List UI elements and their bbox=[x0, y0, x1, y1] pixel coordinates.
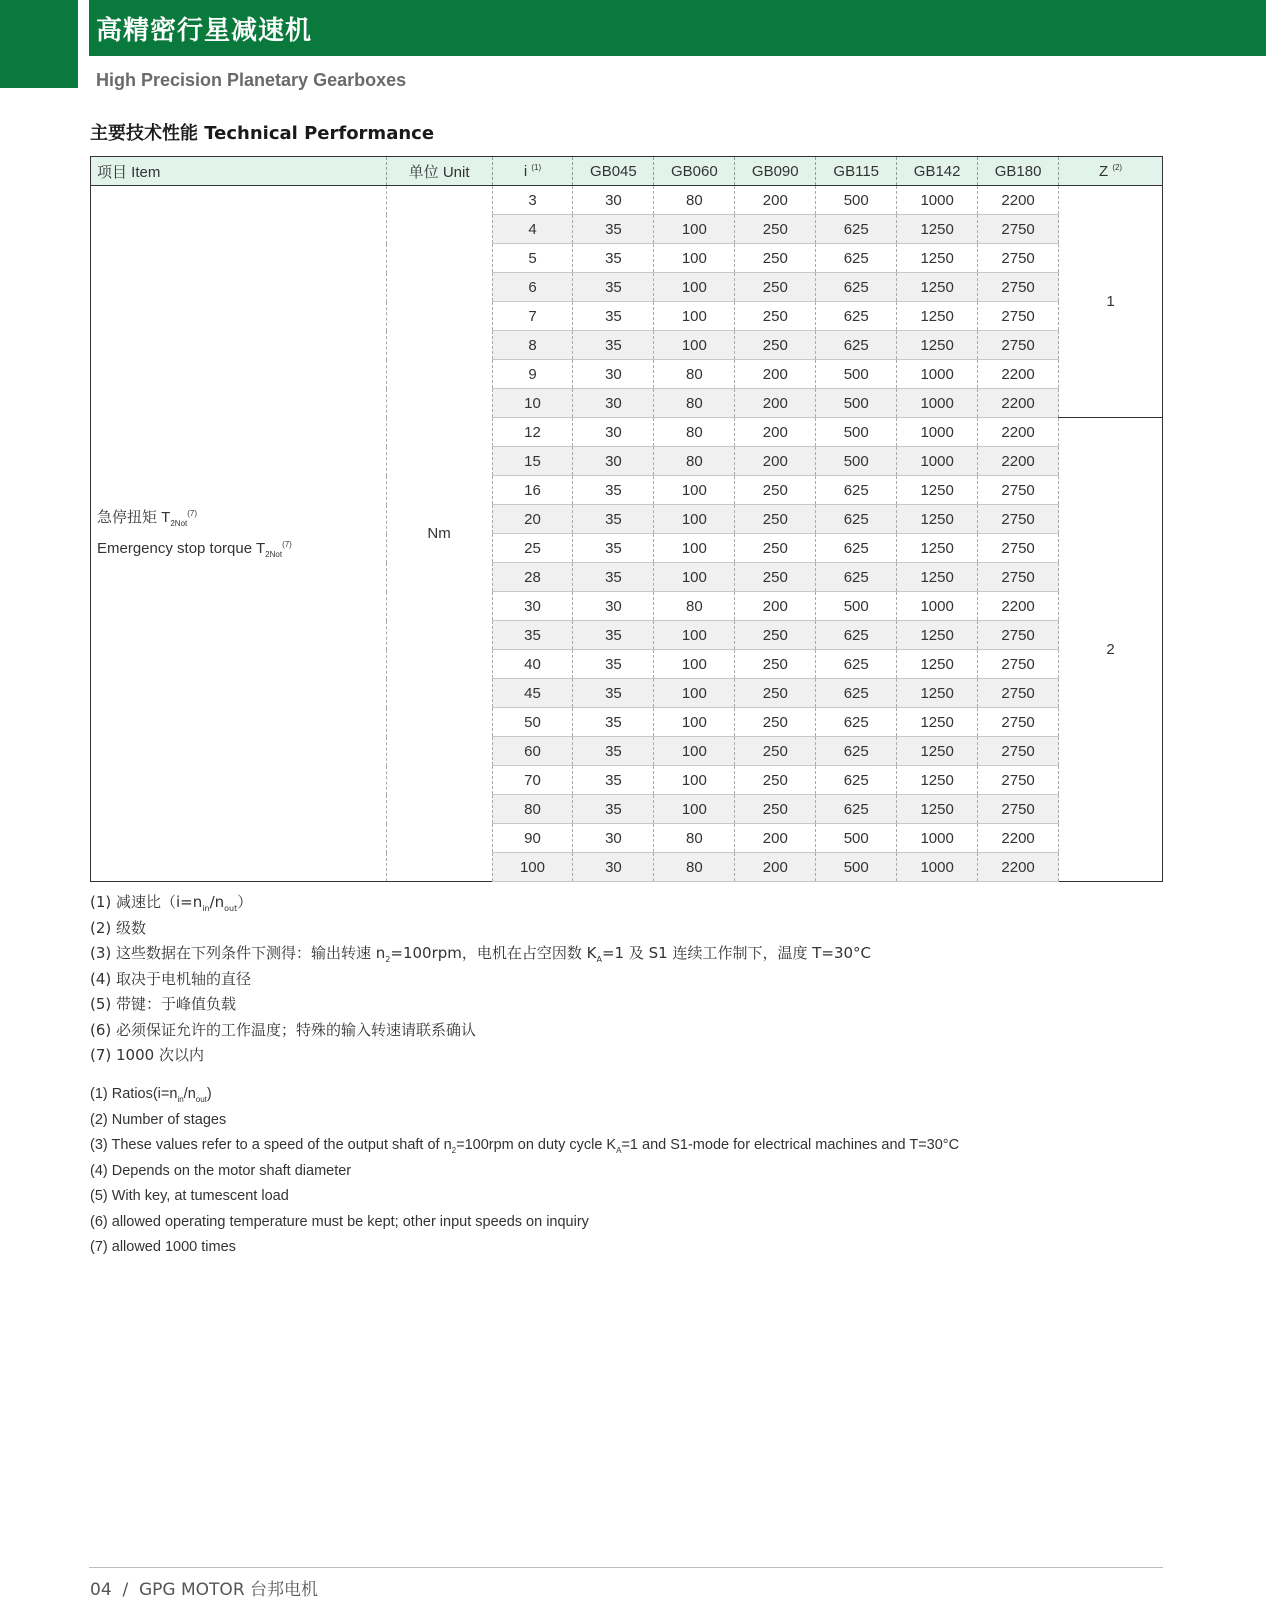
torque-cell: 35 bbox=[573, 708, 654, 737]
header-unit: 单位 Unit bbox=[386, 157, 492, 186]
page-title: 高精密行星减速机 bbox=[96, 16, 313, 46]
note-cn-5: (5) 带键：于峰值负载 bbox=[90, 995, 237, 1013]
torque-cell: 30 bbox=[573, 389, 654, 418]
torque-cell: 80 bbox=[654, 418, 735, 447]
torque-cell: 2750 bbox=[978, 679, 1059, 708]
torque-cell: 1000 bbox=[897, 447, 978, 476]
torque-cell: 1250 bbox=[897, 708, 978, 737]
torque-cell: 250 bbox=[735, 621, 816, 650]
torque-cell: 1250 bbox=[897, 766, 978, 795]
header-stages: Z $^{(2)}$ bbox=[1059, 157, 1163, 186]
torque-cell: 80 bbox=[654, 186, 735, 215]
torque-cell: 250 bbox=[735, 679, 816, 708]
torque-cell: 2750 bbox=[978, 563, 1059, 592]
torque-cell: 2750 bbox=[978, 331, 1059, 360]
note-cn-1: (1) 减速比$(i=n_{in}/n_{out})$ bbox=[90, 893, 253, 913]
torque-cell: 500 bbox=[816, 447, 897, 476]
ratio-cell: 5 bbox=[492, 244, 573, 273]
ratio-cell: 35 bbox=[492, 621, 573, 650]
torque-cell: 2750 bbox=[978, 215, 1059, 244]
note-en-2: (2) Number of stages bbox=[90, 1111, 227, 1128]
footer-separator: / bbox=[122, 1580, 129, 1600]
torque-cell: 100 bbox=[654, 331, 735, 360]
torque-cell: 35 bbox=[573, 795, 654, 824]
torque-cell: 625 bbox=[816, 795, 897, 824]
torque-cell: 35 bbox=[573, 621, 654, 650]
torque-cell: 2750 bbox=[978, 708, 1059, 737]
torque-cell: 100 bbox=[654, 302, 735, 331]
torque-cell: 35 bbox=[573, 302, 654, 331]
torque-cell: 200 bbox=[735, 447, 816, 476]
torque-cell: 2750 bbox=[978, 534, 1059, 563]
torque-cell: 100 bbox=[654, 273, 735, 302]
torque-cell: 2750 bbox=[978, 302, 1059, 331]
torque-cell: 80 bbox=[654, 360, 735, 389]
ratio-cell: 90 bbox=[492, 824, 573, 853]
torque-cell: 625 bbox=[816, 331, 897, 360]
torque-cell: 250 bbox=[735, 563, 816, 592]
item-label-en: Emergency stop torque $T_{2Not}^{(7)}$ bbox=[97, 539, 292, 559]
ratio-cell: 40 bbox=[492, 650, 573, 679]
torque-cell: 1250 bbox=[897, 302, 978, 331]
torque-cell: 1250 bbox=[897, 331, 978, 360]
torque-cell: 250 bbox=[735, 505, 816, 534]
torque-cell: 250 bbox=[735, 244, 816, 273]
table-header-row bbox=[91, 157, 1163, 186]
stages-cell-2: 2 bbox=[1106, 641, 1115, 658]
torque-cell: 500 bbox=[816, 824, 897, 853]
torque-cell: 2200 bbox=[978, 824, 1059, 853]
torque-cell: 250 bbox=[735, 795, 816, 824]
torque-cell: 500 bbox=[816, 853, 897, 882]
torque-cell: 1250 bbox=[897, 795, 978, 824]
torque-cell: 35 bbox=[573, 476, 654, 505]
ratio-cell: 60 bbox=[492, 737, 573, 766]
torque-cell: 35 bbox=[573, 244, 654, 273]
torque-cell: 1250 bbox=[897, 563, 978, 592]
footer-brand: GPG MOTOR 台邦电机 bbox=[139, 1580, 319, 1600]
torque-cell: 625 bbox=[816, 215, 897, 244]
torque-cell: 1250 bbox=[897, 476, 978, 505]
ratio-cell: 15 bbox=[492, 447, 573, 476]
torque-cell: 200 bbox=[735, 824, 816, 853]
torque-cell: 35 bbox=[573, 766, 654, 795]
torque-cell: 625 bbox=[816, 679, 897, 708]
torque-cell: 1250 bbox=[897, 244, 978, 273]
ratio-cell: 12 bbox=[492, 418, 573, 447]
note-en-3: (3) These values refer to a speed of the output shaft of $n_2=100rpm$ on duty cycle $K_A=1$ and S1-mode for electrical machines and T=30°C bbox=[90, 1137, 960, 1155]
torque-cell: 30 bbox=[573, 360, 654, 389]
ratio-cell: 16 bbox=[492, 476, 573, 505]
item-label-cell bbox=[91, 186, 387, 882]
torque-cell: 625 bbox=[816, 708, 897, 737]
torque-cell: 1250 bbox=[897, 737, 978, 766]
torque-cell: 2750 bbox=[978, 737, 1059, 766]
torque-cell: 2200 bbox=[978, 853, 1059, 882]
torque-cell: 2200 bbox=[978, 447, 1059, 476]
torque-cell: 1250 bbox=[897, 505, 978, 534]
torque-cell: 100 bbox=[654, 737, 735, 766]
note-cn-6: (6) 必须保证允许的工作温度；特殊的输入转速请联系确认 bbox=[90, 1020, 477, 1039]
header-gb090: GB090 bbox=[735, 157, 816, 186]
torque-cell: 100 bbox=[654, 795, 735, 824]
note-en-4: (4) Depends on the motor shaft diameter bbox=[90, 1162, 352, 1179]
header-gb142: GB142 bbox=[897, 157, 978, 186]
ratio-cell: 30 bbox=[492, 592, 573, 621]
torque-cell: 2750 bbox=[978, 766, 1059, 795]
note-cn-7: (7) 1000 次以内 bbox=[90, 1046, 204, 1064]
torque-cell: 1000 bbox=[897, 853, 978, 882]
torque-cell: 100 bbox=[654, 679, 735, 708]
torque-cell: 1250 bbox=[897, 215, 978, 244]
torque-cell: 100 bbox=[654, 476, 735, 505]
torque-cell: 200 bbox=[735, 592, 816, 621]
torque-cell: 250 bbox=[735, 650, 816, 679]
torque-cell: 100 bbox=[654, 708, 735, 737]
note-en-6: (6) allowed operating temperature must be kept; other input speeds on inquiry bbox=[90, 1213, 589, 1230]
torque-cell: 200 bbox=[735, 853, 816, 882]
ratio-cell: 4 bbox=[492, 215, 573, 244]
header-item: 项目 Item bbox=[91, 157, 387, 186]
torque-cell: 250 bbox=[735, 708, 816, 737]
torque-cell: 1250 bbox=[897, 650, 978, 679]
torque-cell: 500 bbox=[816, 592, 897, 621]
torque-cell: 500 bbox=[816, 389, 897, 418]
ratio-cell: 7 bbox=[492, 302, 573, 331]
torque-cell: 80 bbox=[654, 389, 735, 418]
ratio-cell: 6 bbox=[492, 273, 573, 302]
torque-cell: 625 bbox=[816, 563, 897, 592]
performance-table bbox=[90, 156, 1163, 882]
torque-cell: 30 bbox=[573, 418, 654, 447]
torque-cell: 100 bbox=[654, 766, 735, 795]
torque-cell: 200 bbox=[735, 389, 816, 418]
page-subtitle: High Precision Planetary Gearboxes bbox=[96, 70, 407, 90]
ratio-cell: 3 bbox=[492, 186, 573, 215]
torque-cell: 250 bbox=[735, 302, 816, 331]
torque-cell: 100 bbox=[654, 650, 735, 679]
torque-cell: 2750 bbox=[978, 650, 1059, 679]
torque-cell: 1250 bbox=[897, 534, 978, 563]
note-cn-4: (4) 取决于电机轴的直径 bbox=[90, 969, 252, 988]
torque-cell: 30 bbox=[573, 592, 654, 621]
torque-cell: 2200 bbox=[978, 418, 1059, 447]
torque-cell: 1000 bbox=[897, 360, 978, 389]
torque-cell: 500 bbox=[816, 360, 897, 389]
page-number: 04 bbox=[90, 1580, 112, 1600]
ratio-cell: 70 bbox=[492, 766, 573, 795]
ratio-cell: 25 bbox=[492, 534, 573, 563]
torque-cell: 35 bbox=[573, 505, 654, 534]
note-en-5: (5) With key, at tumescent load bbox=[90, 1188, 289, 1204]
unit-cell: Nm bbox=[386, 186, 492, 882]
section-title: 主要技术性能 Technical Performance bbox=[90, 123, 435, 144]
ratio-cell: 8 bbox=[492, 331, 573, 360]
torque-cell: 500 bbox=[816, 186, 897, 215]
torque-cell: 35 bbox=[573, 737, 654, 766]
torque-cell: 35 bbox=[573, 331, 654, 360]
note-en-7: (7) allowed 1000 times bbox=[90, 1239, 236, 1255]
torque-cell: 30 bbox=[573, 824, 654, 853]
header-gb115: GB115 bbox=[816, 157, 897, 186]
ratio-cell: 100 bbox=[492, 853, 573, 882]
torque-cell: 35 bbox=[573, 215, 654, 244]
torque-cell: 625 bbox=[816, 766, 897, 795]
torque-cell: 80 bbox=[654, 447, 735, 476]
torque-cell: 625 bbox=[816, 302, 897, 331]
ratio-cell: 28 bbox=[492, 563, 573, 592]
torque-cell: 625 bbox=[816, 505, 897, 534]
torque-cell: 2750 bbox=[978, 795, 1059, 824]
item-label-cn: 急停扭矩 $T_{2Not}^{(7)}$ bbox=[97, 508, 198, 528]
header-gb180: GB180 bbox=[978, 157, 1059, 186]
torque-cell: 625 bbox=[816, 650, 897, 679]
ratio-cell: 20 bbox=[492, 505, 573, 534]
torque-cell: 1000 bbox=[897, 418, 978, 447]
torque-cell: 250 bbox=[735, 737, 816, 766]
footer bbox=[90, 1575, 318, 1600]
torque-cell: 250 bbox=[735, 766, 816, 795]
torque-cell: 80 bbox=[654, 824, 735, 853]
footer-divider bbox=[89, 1567, 1163, 1568]
torque-cell: 625 bbox=[816, 534, 897, 563]
torque-cell: 2200 bbox=[978, 592, 1059, 621]
torque-cell: 100 bbox=[654, 215, 735, 244]
torque-cell: 80 bbox=[654, 853, 735, 882]
note-cn-3: (3) 这些数据在下列条件下测得：输出转速 $n_2=100rpm$，电机在占空因数 $K_A=1$ 及 S1 连续工作制下，温度 T=30°C bbox=[90, 944, 872, 964]
torque-cell: 1250 bbox=[897, 621, 978, 650]
notes-english bbox=[90, 1082, 959, 1261]
torque-cell: 2750 bbox=[978, 244, 1059, 273]
torque-cell: 1000 bbox=[897, 824, 978, 853]
torque-cell: 200 bbox=[735, 360, 816, 389]
torque-cell: 30 bbox=[573, 853, 654, 882]
torque-cell: 2750 bbox=[978, 273, 1059, 302]
torque-cell: 625 bbox=[816, 273, 897, 302]
torque-cell: 100 bbox=[654, 534, 735, 563]
ratio-cell: 10 bbox=[492, 389, 573, 418]
torque-cell: 2750 bbox=[978, 505, 1059, 534]
table-row bbox=[91, 186, 1163, 215]
torque-cell: 35 bbox=[573, 534, 654, 563]
torque-cell: 250 bbox=[735, 273, 816, 302]
ratio-cell: 50 bbox=[492, 708, 573, 737]
ratio-cell: 80 bbox=[492, 795, 573, 824]
torque-cell: 625 bbox=[816, 621, 897, 650]
torque-cell: 250 bbox=[735, 534, 816, 563]
torque-cell: 2750 bbox=[978, 476, 1059, 505]
torque-cell: 100 bbox=[654, 505, 735, 534]
torque-cell: 200 bbox=[735, 418, 816, 447]
torque-cell: 1000 bbox=[897, 592, 978, 621]
torque-cell: 625 bbox=[816, 737, 897, 766]
note-cn-2: (2) 级数 bbox=[90, 918, 147, 937]
torque-cell: 35 bbox=[573, 273, 654, 302]
torque-cell: 2200 bbox=[978, 186, 1059, 215]
torque-cell: 100 bbox=[654, 244, 735, 273]
torque-cell: 30 bbox=[573, 447, 654, 476]
torque-cell: 500 bbox=[816, 418, 897, 447]
torque-cell: 35 bbox=[573, 650, 654, 679]
stages-cell-1: 1 bbox=[1059, 186, 1163, 418]
torque-cell: 1250 bbox=[897, 679, 978, 708]
torque-cell: 100 bbox=[654, 621, 735, 650]
header-gb060: GB060 bbox=[654, 157, 735, 186]
note-en-1: (1) $Ratios(i=n_{in}/n_{out})$ bbox=[90, 1086, 212, 1104]
torque-cell: 100 bbox=[654, 563, 735, 592]
torque-cell: 250 bbox=[735, 215, 816, 244]
torque-cell: 35 bbox=[573, 563, 654, 592]
ratio-cell: 9 bbox=[492, 360, 573, 389]
header-ratio: i $^{(1)}$ bbox=[492, 157, 573, 186]
torque-cell: 2750 bbox=[978, 621, 1059, 650]
torque-cell: 35 bbox=[573, 679, 654, 708]
torque-cell: 625 bbox=[816, 476, 897, 505]
header-gb045: GB045 bbox=[573, 157, 654, 186]
torque-cell: 250 bbox=[735, 331, 816, 360]
torque-cell: 80 bbox=[654, 592, 735, 621]
torque-cell: 2200 bbox=[978, 360, 1059, 389]
torque-cell: 30 bbox=[573, 186, 654, 215]
torque-cell: 1000 bbox=[897, 186, 978, 215]
torque-cell: 1250 bbox=[897, 273, 978, 302]
torque-cell: 1000 bbox=[897, 389, 978, 418]
header-side-block bbox=[0, 0, 78, 88]
torque-cell: 250 bbox=[735, 476, 816, 505]
torque-cell: 2200 bbox=[978, 389, 1059, 418]
torque-cell: 200 bbox=[735, 186, 816, 215]
notes-chinese bbox=[90, 890, 871, 1069]
ratio-cell: 45 bbox=[492, 679, 573, 708]
torque-cell: 625 bbox=[816, 244, 897, 273]
